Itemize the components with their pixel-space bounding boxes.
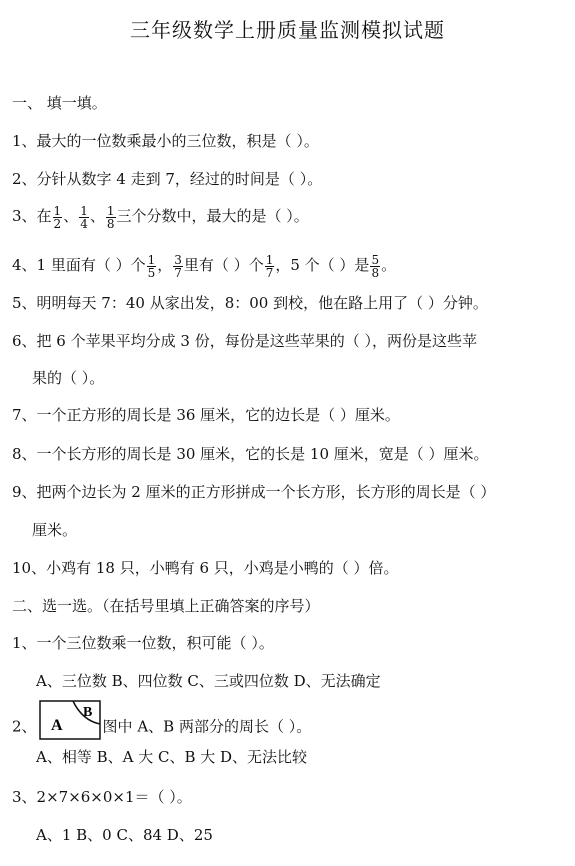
q4-text: 。 (381, 256, 397, 274)
q4-text: 里有（ ）个 (183, 256, 264, 274)
q3-sep: 、 (89, 207, 105, 225)
fraction-one-fifth: $\frac{1}{5}$ (147, 252, 156, 280)
q2-prefix: 2、 (12, 717, 37, 736)
question-1-6-line-1: 6、把 6 个苹果平均分成 3 份，每份是这些苹果的（ ），两份是这些苹 (12, 332, 477, 350)
question-1-3 (12, 201, 309, 231)
q3-sep: 、 (63, 207, 79, 225)
section-2-heading: 二、选一选。（在括号里填上正确答案的序号） (12, 597, 320, 615)
question-1-5: 5、明明每天 7：40 从家出发，8：00 到校，他在路上用了（ ）分钟。 (12, 294, 488, 312)
question-2-3-options: A、1 B、0 C、84 D、25 (36, 826, 213, 844)
q4-text: ，5 个（ ）是 (275, 256, 370, 274)
page-title: 三年级数学上册质量监测模拟试题 (130, 18, 445, 42)
question-1-7: 7、一个正方形的周长是 36 厘米，它的边长是（ ）厘米。 (12, 406, 400, 424)
question-1-4 (12, 250, 396, 280)
question-1-2: 2、分针从数字 4 走到 7，经过的时间是（ ）。 (12, 170, 323, 188)
shape-label-a: A (50, 717, 63, 734)
question-1-8: 8、一个长方形的周长是 30 厘米，它的长是 10 厘米，宽是（ ）厘米。 (12, 445, 489, 463)
fraction-quarter: $\frac{1}{4}$ (80, 203, 88, 231)
fraction-half: $\frac{1}{2}$ (53, 203, 62, 231)
fraction-three-sevenths: $\frac{3}{7}$ (174, 252, 182, 280)
q3-suffix: 三个分数中，最大的是（ ）。 (116, 207, 309, 225)
fraction-five-eighths: $\frac{5}{8}$ (371, 252, 380, 280)
question-1-10: 10、小鸡有 18 只，小鸭有 6 只，小鸡是小鸭的（ ）倍。 (12, 559, 399, 577)
section-1-heading: 一、 填一填。 (12, 94, 107, 112)
shape-label-b: B (82, 705, 92, 720)
question-2-1-options: A、三位数 B、四位数 C、三或四位数 D、无法确定 (36, 672, 381, 690)
question-1-9-line-1: 9、把两个边长为 2 厘米的正方形拼成一个长方形，长方形的周长是（ ） (12, 483, 496, 501)
question-2-1: 1、一个三位数乘一位数，积可能（ ）。 (12, 634, 274, 652)
q4-text: 4、1 里面有（ ）个 (12, 256, 146, 274)
question-2-3: 3、2×7×6×0×1＝（ ）。 (12, 788, 192, 806)
q2-suffix: 图中 A、B 两部分的周长（ ）。 (102, 717, 312, 736)
q3-prefix: 3、在 (12, 207, 52, 225)
fraction-one-seventh: $\frac{1}{7}$ (265, 252, 274, 280)
question-2-2-options: A、相等 B、A 大 C、B 大 D、无法比较 (36, 748, 308, 766)
fraction-eighth: $\frac{1}{8}$ (106, 203, 115, 231)
question-1-9-line-2: 厘米。 (32, 521, 78, 539)
question-1-6-line-2: 果的（ ）。 (32, 369, 105, 387)
q4-text: ， (157, 256, 173, 274)
question-1-1: 1、最大的一位数乘最小的三位数，积是（ ）。 (12, 132, 319, 150)
